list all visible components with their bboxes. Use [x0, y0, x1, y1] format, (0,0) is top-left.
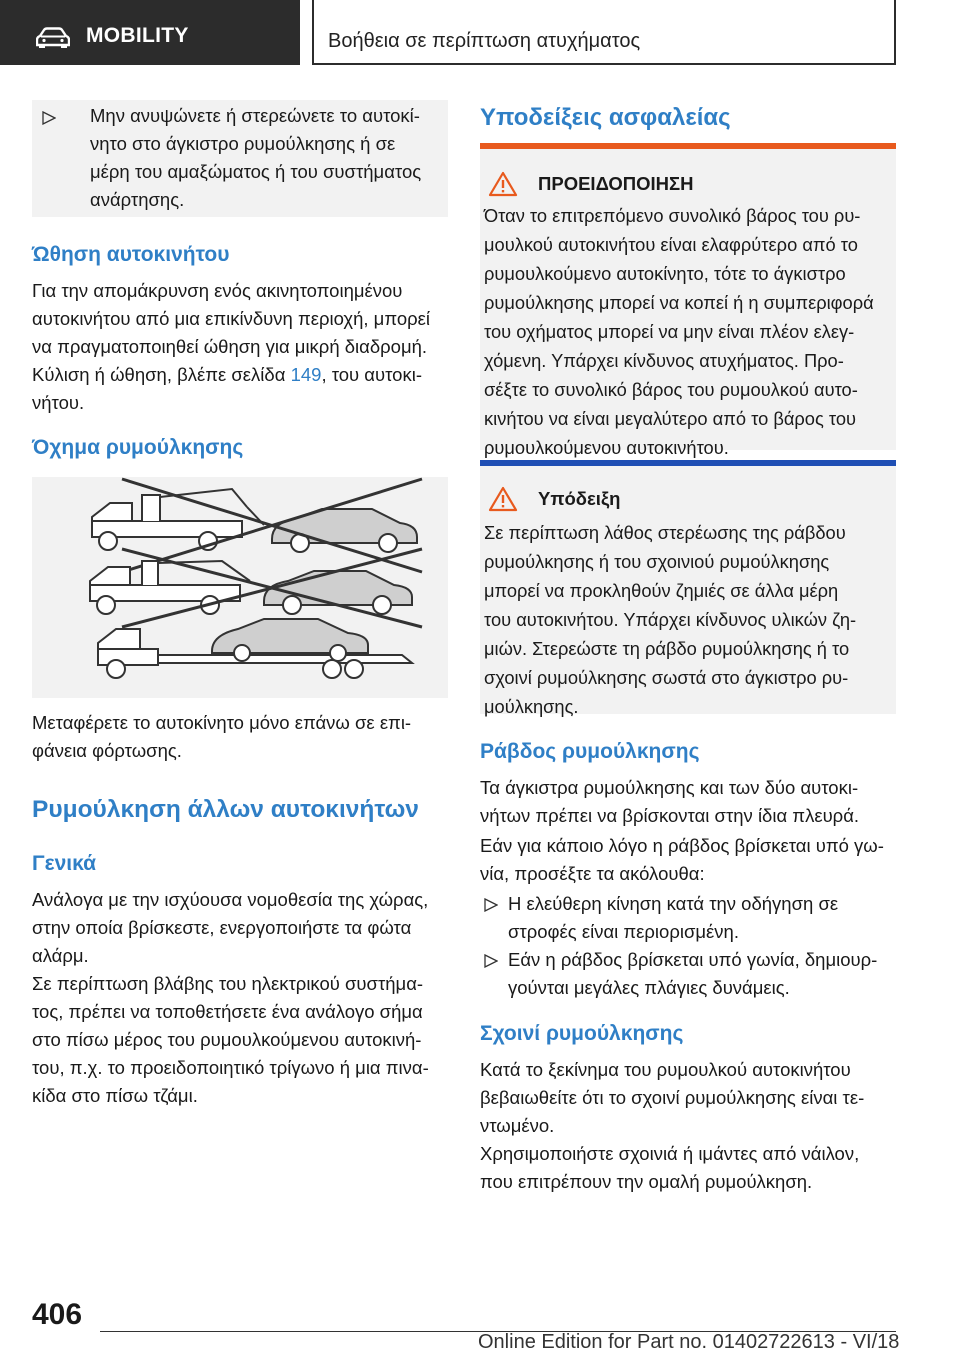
bullet-text: Μην ανυψώνετε ή στερεώνετε το αυτοκί- νητο στο άγκιστρο ρυμούλκησης ή σε μέρη του αμαξώματος ή του συστήματος ανάρτησης.: [90, 105, 422, 210]
towing-illustration: [32, 477, 448, 698]
edition-text: Online Edition for Part no. 01402722613 - VI/18: [478, 1331, 900, 1353]
bar-bullet-1: [480, 890, 900, 946]
header-section-block: [312, 0, 896, 65]
bar-bullet-text: Εάν η ράβδος βρίσκεται υπό γωνία, δημιουρ- γούνται μεγάλες πλάγιες δυνάμεις.: [508, 949, 878, 998]
triangle-bullet-icon: [484, 954, 498, 968]
page-link-149[interactable]: 149: [290, 364, 322, 385]
rope-heading: Σχοινί ρυμούλκησης: [480, 1022, 684, 1045]
warning-title: ΠΡΟΕΙΔΟΠΟΙΗΣΗ: [538, 173, 694, 194]
warning-header: [488, 171, 693, 197]
page-number: 406: [32, 1298, 83, 1331]
notice-triangle-icon: [488, 486, 518, 512]
notice-header: [488, 486, 620, 512]
rope-paragraph-2: Χρησιμοποιήστε σχοινιά ή ιμάντες από νάιλον, που επιτρέπουν την ομαλή ρυμούλκηση.: [480, 1143, 860, 1192]
notice-title: Υπόδειξη: [538, 488, 621, 509]
push-reference-text-end: , του αυτοκι- νήτου.: [32, 364, 422, 413]
bar-paragraph-2: Εάν για κάποιο λόγο η ράβδος βρίσκεται υπό γω- νία, προσέξτε τα ακόλουθα:: [480, 835, 884, 884]
general-paragraph-2: Σε περίπτωση βλάβης του ηλεκτρικού συστήμα- τος, πρέπει να τοποθετήσετε ένα ανάλογο σήμα στο πίσω μέρος του ρυμουλκούμενου αυτοκινή- του, π.χ. το προειδοποιητικό τρίγωνο ή μια πινα- κίδα στο πίσω τζάμι.: [32, 973, 429, 1106]
triangle-bullet-icon: [484, 898, 498, 912]
push-reference-text: Κύλιση ή ώθηση, βλέπε σελίδα: [32, 364, 291, 385]
vehicle-heading: Όχημα ρυμούλκησης: [32, 436, 244, 459]
push-heading: Ώθηση αυτοκινήτου: [32, 243, 230, 266]
bullet-box-top: [32, 100, 448, 217]
section-title: Βοήθεια σε περίπτωση ατυχήματος: [328, 30, 641, 52]
triangle-bullet-icon: [42, 111, 56, 125]
bar-paragraph-1: Τα άγκιστρα ρυμούλκησης και των δύο αυτοκι- νήτων πρέπει να βρίσκονται στην ίδια πλευρά.: [480, 777, 860, 826]
vehicle-caption: Μεταφέρετε το αυτοκίνητο μόνο επάνω σε επι- φάνεια φόρτωσης.: [32, 712, 412, 761]
bar-bullet-text: Η ελεύθερη κίνηση κατά την οδήγηση σε στροφές είναι περιορισμένη.: [508, 893, 839, 942]
car-icon: [36, 27, 70, 49]
header-brand-block: [0, 0, 300, 65]
bar-heading: Ράβδος ρυμούλκησης: [480, 740, 700, 763]
rope-paragraph-1: Κατά το ξεκίνημα του ρυμουλκού αυτοκινήτου βεβαιωθείτε ότι το σχοινί ρυμούλκησης είναι τε- ντωμένο.: [480, 1059, 865, 1136]
general-heading: Γενικά: [32, 852, 97, 875]
safety-heading: Υποδείξεις ασφαλείας: [480, 104, 731, 131]
push-reference: [32, 361, 452, 417]
brand-label: MOBILITY: [86, 24, 189, 47]
tow-trucks-figure: [32, 477, 448, 698]
push-paragraph: Για την απομάκρυνση ενός ακινητοποιημένου αυτοκινήτου από μια επικίνδυνη περιοχή, μπορεί να πραγματοποιηθεί ώθηση για μικρή διαδρομή.: [32, 280, 431, 357]
notice-text: Σε περίπτωση λάθος στερέωσης της ράβδου ρυμούλκησης ή του σχοινιού ρυμούλκησης μπορεί να προκληθούν ζημιές σε άλλα μέρη του αυτοκινήτου. Υπάρχει κίνδυνος υλικών ζη- μιών. Στερεώστε τη ράβδο ρυμούλκησης ή το σχοινί ρυμούλκησης σωστά στο άγκιστρο ρυ- μούλκησης.: [484, 522, 857, 717]
warning-text: Όταν το επιτρεπόμενο συνολικό βάρος του ρυ- μουλκού αυτοκινήτου είναι ελαφρύτερο από το ρυμουλκούμενο αυτοκίνητο, τότε το άγκιστρο ρυμούλκησης μπορεί να κοπεί ή η συμπεριφορά του οχήματος μπορεί να μην είναι πλέον ελεγ- χόμενη. Υπάρχει κίνδυνος ατυχήματος. Προ- σέξτε το συνολικό βάρος του ρυμουλκού αυτο- κινήτου να είναι μεγαλύτερο από το βάρος του ρυμουλκούμενου αυτοκινήτου.: [484, 205, 874, 458]
warning-box: [480, 149, 896, 458]
towing-heading: Ρυμούλκηση άλλων αυτοκινήτων: [32, 796, 419, 823]
bar-bullet-2: [480, 946, 900, 1002]
warning-triangle-icon: [488, 171, 518, 197]
general-paragraph-1: Ανάλογα με την ισχύουσα νομοθεσία της χώρας, στην οποία βρίσκεστε, ενεργοποιήστε τα φώτα αλάρμ.: [32, 889, 429, 966]
notice-box: [480, 466, 896, 717]
